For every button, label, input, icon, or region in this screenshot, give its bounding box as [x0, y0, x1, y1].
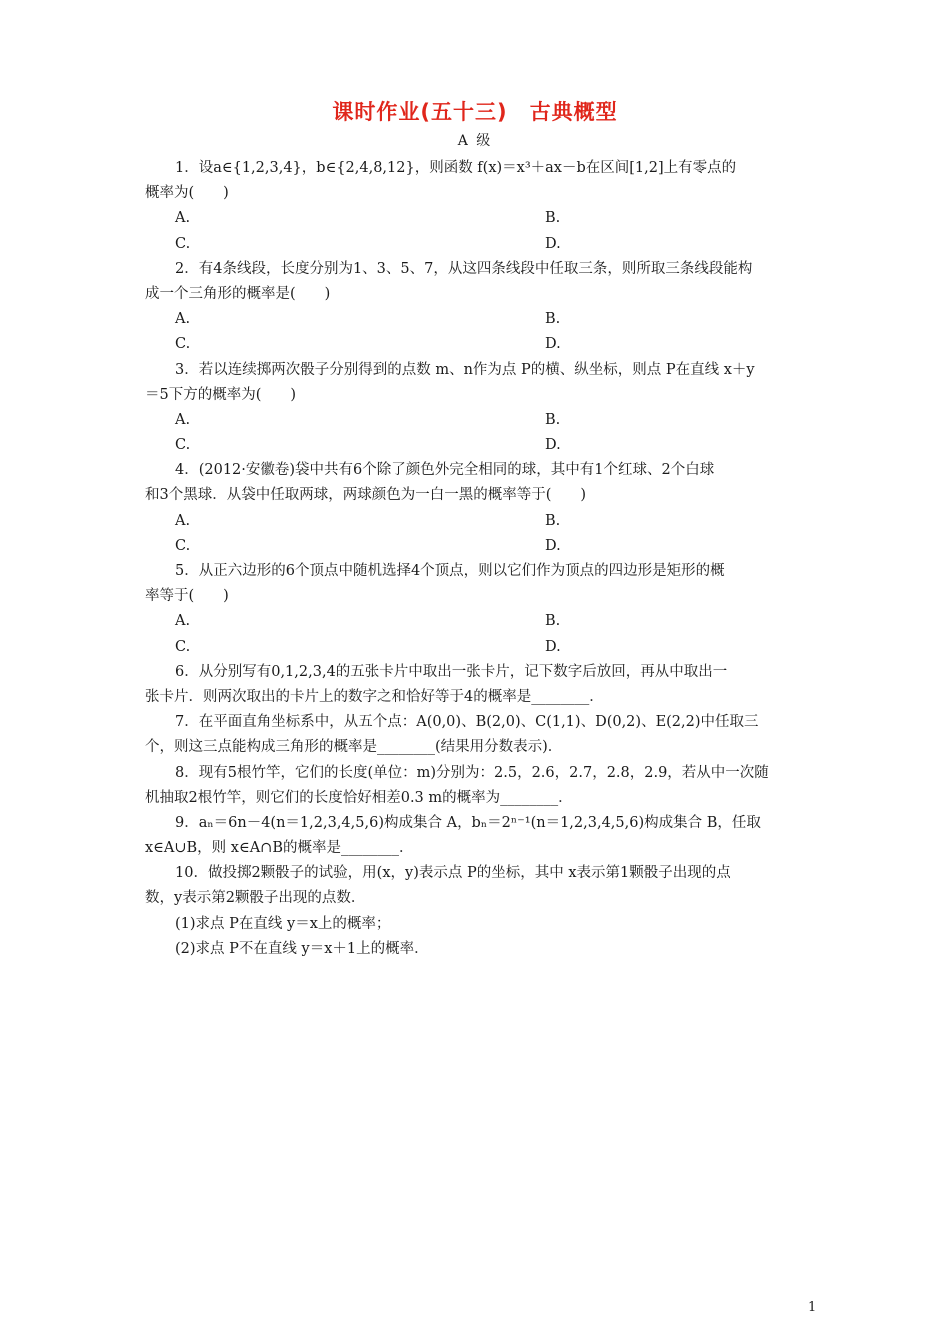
q1-options-ab — [145, 206, 810, 231]
q1-line2: 概率为( ) — [145, 185, 229, 202]
q1-option-a: A. — [175, 210, 191, 227]
q9-line2: x∈A∪B，则 x∈A∩B的概率是________． — [145, 840, 414, 857]
q4-line1: 4．(2012·安徽卷)袋中共有6个除了颜色外完全相同的球，其中有1个红球、2个白球 — [175, 462, 715, 479]
level-heading: A 级 — [457, 133, 493, 149]
q2-option-b: B. — [545, 311, 561, 328]
q2-options-cd — [145, 332, 810, 357]
q9-line1: 9．aₙ＝6n－4(n＝1,2,3,4,5,6)构成集合 A，bₙ＝2ⁿ⁻¹(n＝1,2,3,4,5,6)构成集合 B，任取 — [175, 814, 761, 831]
q5-options-ab — [145, 609, 810, 634]
q4-line2: 和3个黑球．从袋中任取两球，两球颜色为一白一黑的概率等于( ) — [145, 487, 587, 504]
q5-option-c: C. — [175, 638, 191, 655]
q3-option-b: B. — [545, 411, 561, 428]
q5-options-cd — [145, 635, 810, 660]
q6-line1: 6．从分别写有0,1,2,3,4的五张卡片中取出一张卡片，记下数字后放回，再从中取出一 — [175, 663, 728, 680]
title-sub: 古典概型 — [529, 100, 618, 124]
q3-option-a: A. — [175, 411, 191, 428]
q10-part1: (1)求点 P在直线 y＝x上的概率； — [175, 915, 391, 932]
q8-line2: 机抽取2根竹竿，则它们的长度恰好相差0.3 m的概率为________． — [145, 789, 573, 806]
q1-options-cd — [145, 232, 810, 257]
q5-option-b: B. — [545, 613, 561, 630]
q2-line1: 2．有4条线段，长度分别为1、3、5、7，从这四条线段中任取三条，则所取三条线段能构 — [175, 260, 753, 277]
q3-options-ab — [145, 408, 810, 433]
q3-option-c: C. — [175, 437, 191, 454]
q2-options-ab — [145, 307, 810, 332]
q4-options-ab — [145, 509, 810, 534]
q5-option-a: A. — [175, 613, 191, 630]
questions-body — [145, 156, 810, 962]
q1-option-b: B. — [545, 210, 561, 227]
q7-line2: 个，则这三点能构成三角形的概率是________(结果用分数表示)． — [145, 739, 563, 756]
q5-line2: 率等于( ) — [145, 588, 229, 605]
q6-line2: 张卡片．则两次取出的卡片上的数字之和恰好等于4的概率是________． — [145, 688, 604, 705]
q1-option-d: D. — [545, 235, 561, 252]
q2-line2: 成一个三角形的概率是( ) — [145, 285, 331, 302]
q4-option-a: A. — [175, 512, 191, 529]
q4-option-c: C. — [175, 537, 191, 554]
q5-option-d: D. — [545, 638, 561, 655]
q3-line1: 3．若以连续掷两次骰子分别得到的点数 m、n作为点 P的横、纵坐标，则点 P在直线 x＋y — [175, 361, 755, 378]
q10-line1: 10．做投掷2颗骰子的试验，用(x，y)表示点 P的坐标，其中 x表示第1颗骰子出现的点 — [175, 865, 731, 882]
q1-option-c: C. — [175, 235, 191, 252]
q4-option-d: D. — [545, 537, 561, 554]
q4-option-b: B. — [545, 512, 561, 529]
q5-line1: 5．从正六边形的6个顶点中随机选择4个顶点，则以它们作为顶点的四边形是矩形的概 — [175, 563, 725, 579]
q10-part2: (2)求点 P不在直线 y＝x＋1上的概率． — [175, 940, 429, 957]
q3-option-d: D. — [545, 437, 561, 454]
q4-options-cd — [145, 534, 810, 559]
q7-line1: 7．在平面直角坐标系中，从五个点：A(0,0)、B(2,0)、C(1,1)、D(0,2)、E(2,2)中任取三 — [175, 714, 759, 731]
q3-options-cd — [145, 433, 810, 458]
q2-option-a: A. — [175, 311, 191, 328]
title-main: 课时作业(五十三) — [332, 100, 508, 124]
page-number: 1 — [808, 1300, 817, 1315]
q2-option-c: C. — [175, 336, 191, 353]
q10-line2: 数，y表示第2颗骰子出现的点数． — [145, 890, 366, 907]
q2-option-d: D. — [545, 336, 561, 353]
page-title — [0, 96, 950, 126]
q3-line2: ＝5下方的概率为( ) — [145, 386, 297, 403]
q8-line1: 8．现有5根竹竿，它们的长度(单位：m)分别为：2.5，2.6，2.7，2.8，2.9，若从中一次随 — [175, 764, 769, 781]
q1-line1: 1．设a∈{1,2,3,4}，b∈{2,4,8,12}，则函数 f(x)＝x³＋ax－b在区间[1,2]上有零点的 — [175, 160, 737, 176]
